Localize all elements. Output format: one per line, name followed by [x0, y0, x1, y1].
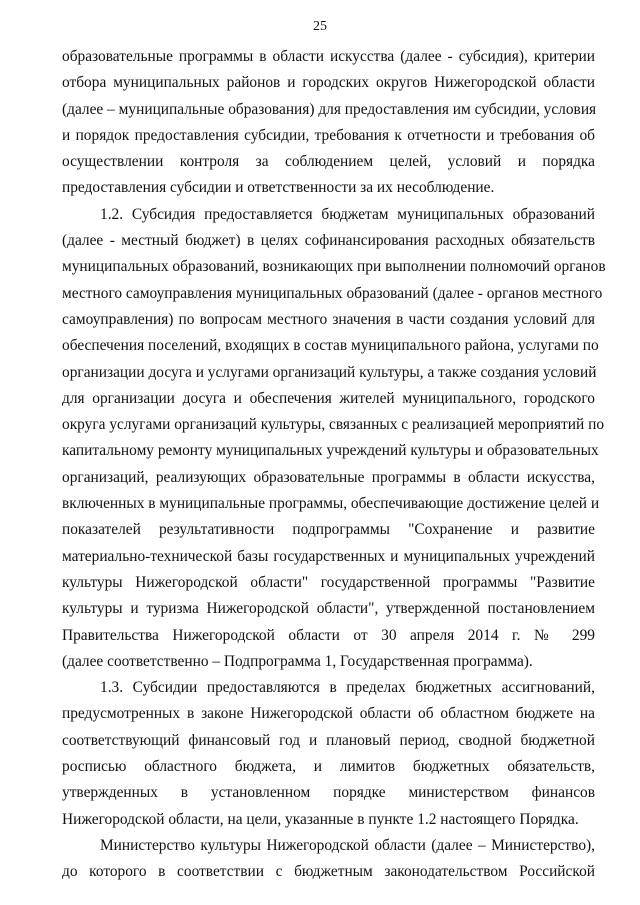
text-line: муниципальных образований, возникающих при выполнении полномочий органов: [62, 258, 606, 276]
text-line: округа услугами организаций культуры, связанных с реализацией мероприятий по: [62, 416, 605, 434]
text-line: 1.2. Субсидия предоставляется бюджетам муниципальных образований: [100, 205, 595, 223]
text-line: показателей результативности подпрограммы "Сохранение и развитие: [62, 521, 595, 539]
text-line: местного самоуправления муниципальных образований (далее - органов местного: [62, 284, 603, 302]
text-line: (далее соответственно – Подпрограмма 1, Государственная программа).: [62, 652, 533, 670]
page-number: 25: [313, 19, 327, 34]
text-line: (далее - местный бюджет) в целях софинансирования расходных обязательств: [62, 232, 595, 250]
text-line: Нижегородской области, на цели, указанные в пункте 1.2 настоящего Порядка.: [62, 810, 579, 828]
text-line: образовательные программы в области искусства (далее - субсидия), критерии: [62, 48, 595, 65]
text-line: соответствующий финансовый год и плановый период, сводной бюджетной: [62, 731, 595, 749]
text-line: отбора муниципальных районов и городских округов Нижегородской области: [62, 74, 595, 92]
text-line: росписью областного бюджета, и лимитов бюджетных обязательств,: [62, 758, 595, 776]
text-line: культуры и туризма Нижегородской области", утвержденной постановлением: [62, 600, 595, 618]
text-line: обеспечения поселений, входящих в состав муниципального района, услугами по: [62, 337, 599, 355]
text-line: утвержденных в установленном порядке министерством финансов: [62, 784, 595, 802]
text-line: Правительства Нижегородской области от 30 апреля 2014 г. № 299: [62, 626, 595, 644]
text-line: предусмотренных в законе Нижегородской области об областном бюджете на: [62, 705, 595, 723]
text-line: осуществлении контроля за соблюдением целей, условий и порядка: [62, 153, 595, 171]
document-body: [62, 44, 606, 886]
text-line: культуры Нижегородской области" государственной программы "Развитие: [62, 573, 595, 591]
text-line: предоставления субсидии и ответственности за их несоблюдение.: [62, 179, 495, 197]
text-line: для организации досуга и обеспечения жителей муниципального, городского: [62, 389, 595, 407]
text-line: капитальному ремонту муниципальных учреждений культуры и образовательных: [62, 442, 599, 460]
text-line: (далее – муниципальные образования) для предоставления им субсидии, условия: [62, 100, 597, 118]
text-line: включенных в муниципальные программы, обеспечивающие достижение целей и: [62, 495, 600, 513]
text-line: организации досуга и услугами организаций культуры, а также создания условий: [62, 363, 597, 381]
text-line: организаций, реализующих образовательные программы в области искусства,: [62, 468, 595, 486]
text-line: 1.3. Субсидии предоставляются в пределах бюджетных ассигнований,: [100, 679, 595, 697]
text-line: самоуправления) по вопросам местного значения в части создания условий для: [62, 310, 595, 328]
text-line: и порядок предоставления субсидии, требования к отчетности и требования об: [62, 126, 595, 144]
text-line: материально-технической базы государственных и муниципальных учреждений: [62, 547, 595, 565]
text-line: до которого в соответствии с бюджетным законодательством Российской: [62, 863, 595, 881]
text-line: Министерство культуры Нижегородской области (далее – Министерство),: [100, 836, 595, 854]
